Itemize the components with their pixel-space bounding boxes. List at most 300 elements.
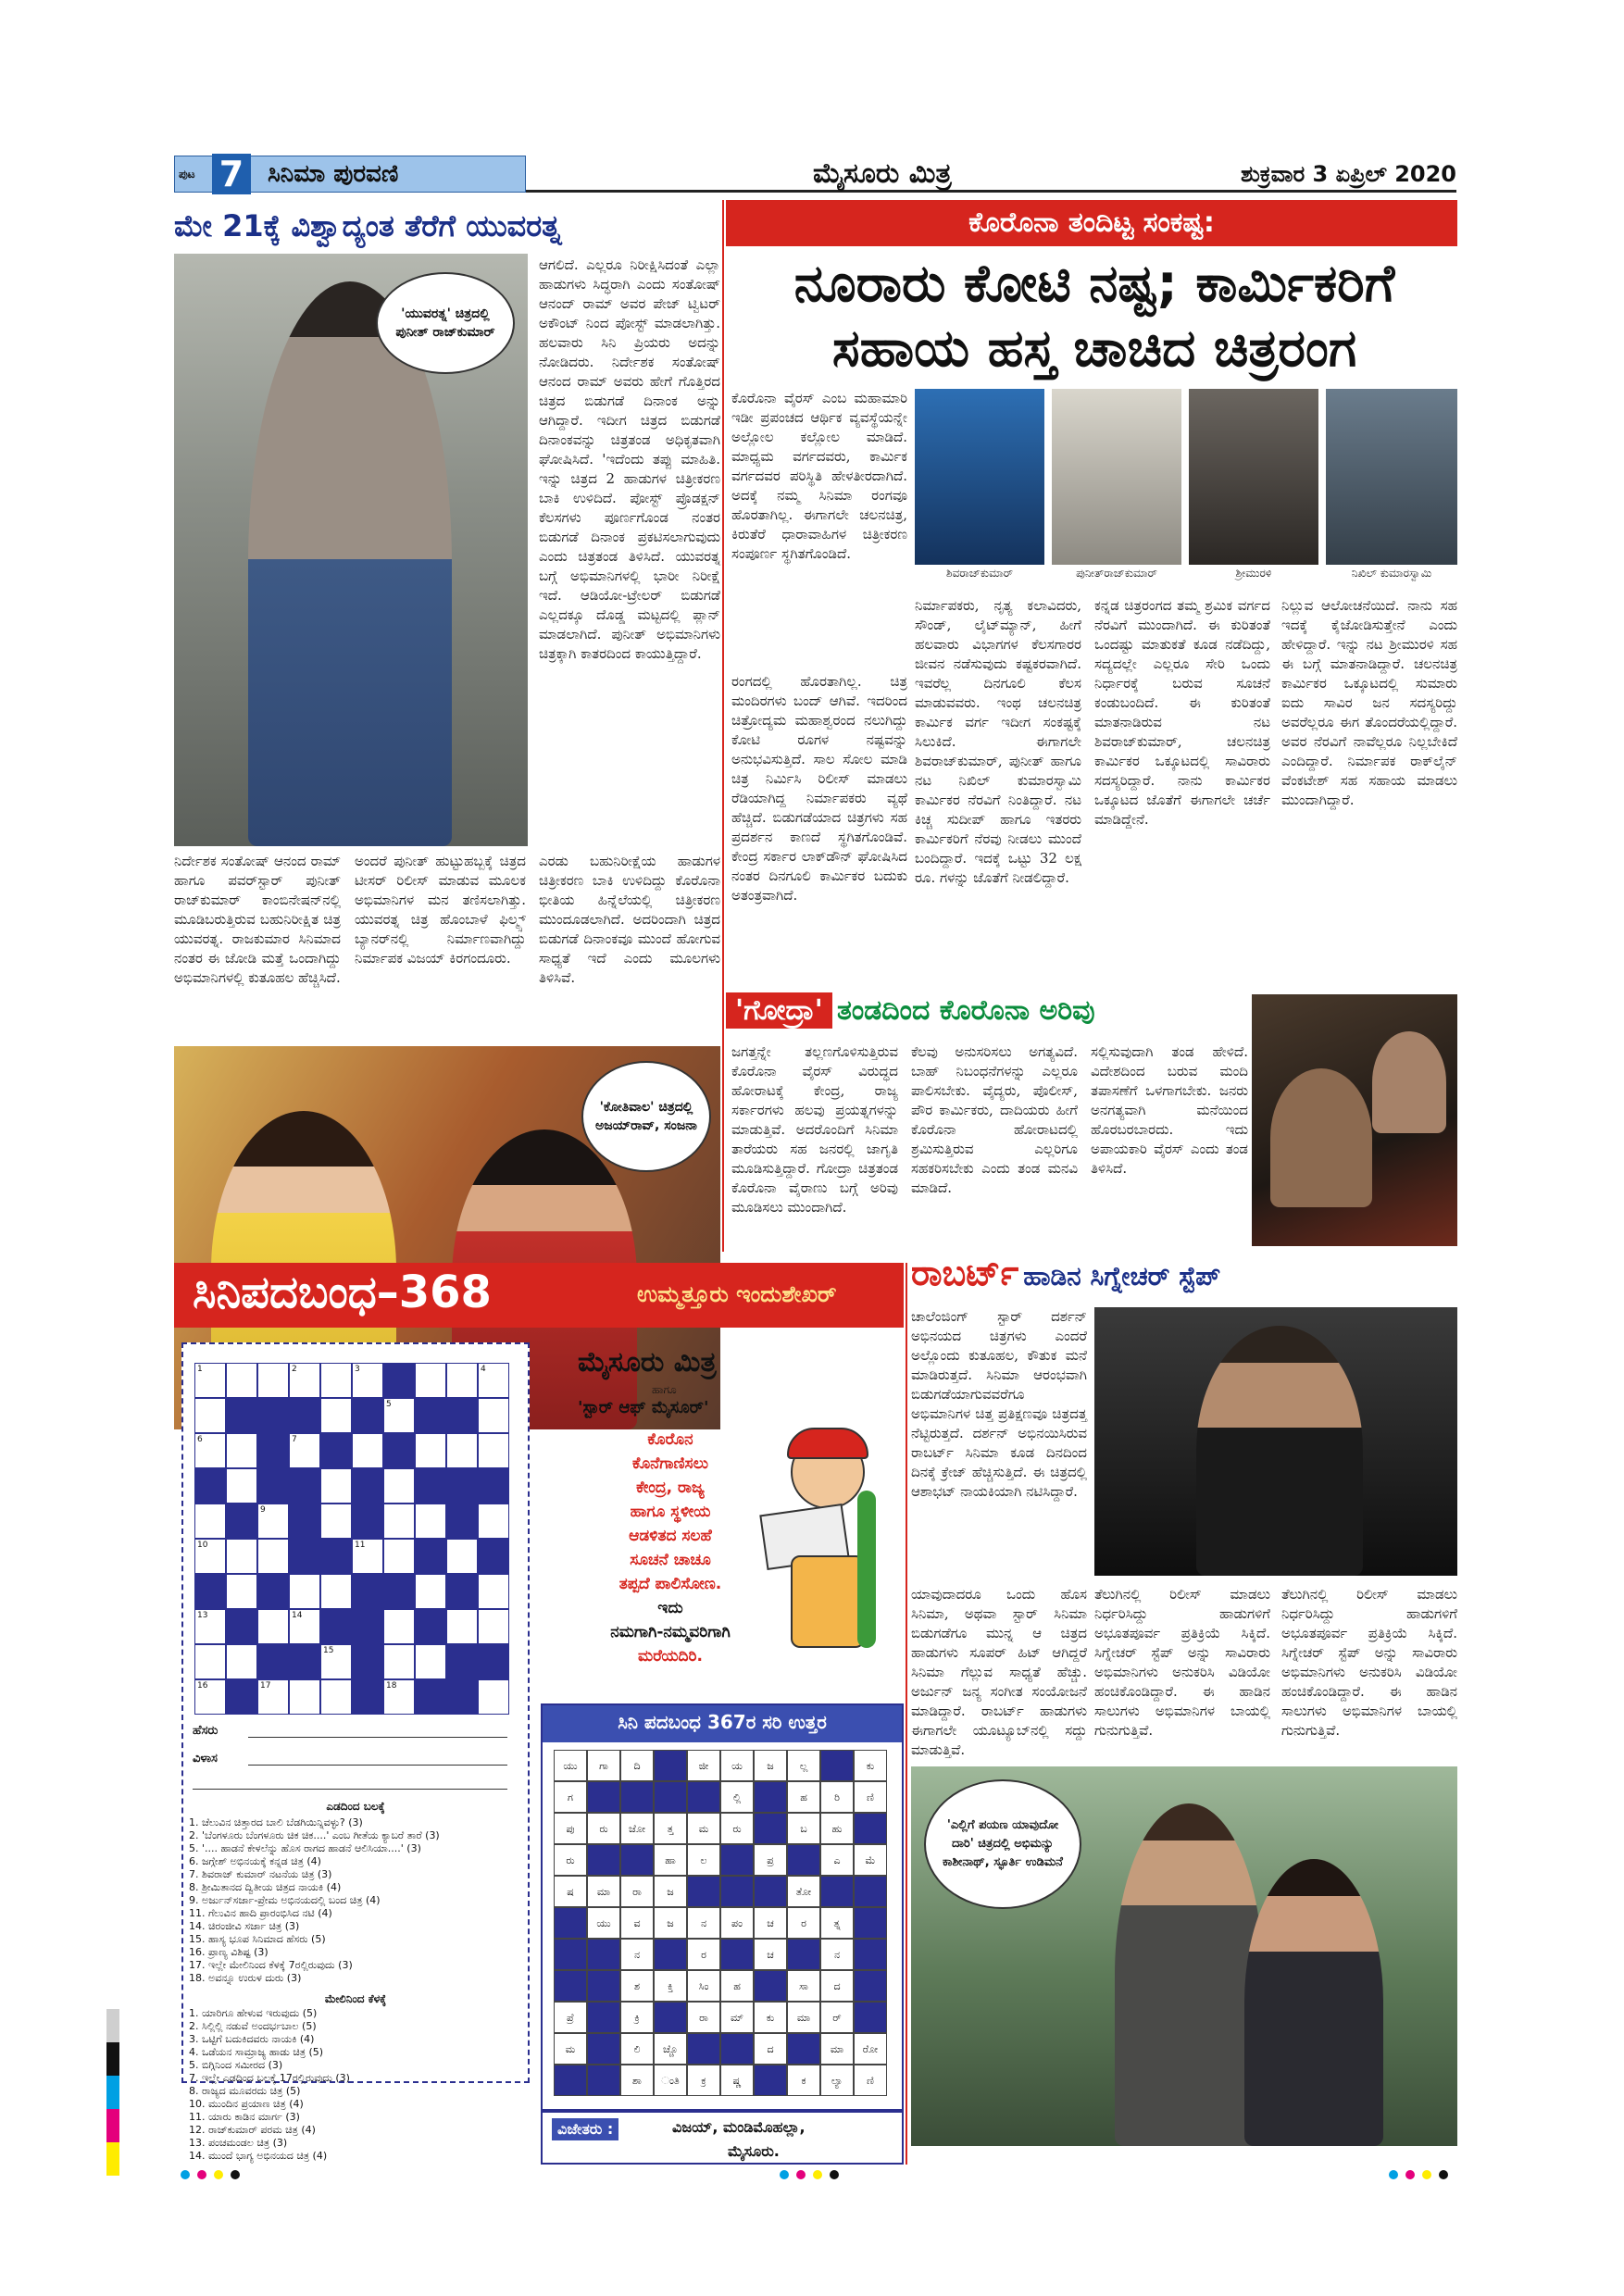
crossword-cell[interactable] (289, 1679, 320, 1715)
portrait-name-4: ನಿಖಿಲ್ ಕುಮಾರಸ್ವಾಮಿ (1351, 567, 1432, 580)
reg-dot-11 (1422, 2170, 1431, 2179)
solution-block (854, 1876, 887, 1907)
solution-cell: ನ (687, 1907, 720, 1939)
divider-vertical-2 (906, 1263, 907, 2165)
page-label: ಪುಟ (179, 168, 195, 181)
crossword-cell[interactable] (383, 1609, 415, 1644)
solution-cell: ಕ್ರಿ (620, 2002, 654, 2033)
solution-block (787, 1844, 820, 1876)
crossword-block (257, 1398, 289, 1433)
solution-cell: ಪಂ (720, 1907, 754, 1939)
crossword-cell[interactable] (320, 1574, 352, 1609)
crossword-block (320, 1609, 352, 1644)
robert-intro: ಚಾಲೆಂಜಿಂಗ್ ಸ್ಟಾರ್ ದರ್ಶನ್ ಅಭಿನಯದ ಚಿತ್ರಗಳು ಎಂದರೆ ಅಲ್ಲೊಂದು ಕುತೂಹಲ, ಕೌತುಕ ಮನೆ ಮಾಡಿರುತ್ತದೆ. ಸಿನಿಮಾ ಆರಂಭವಾಗಿ ಬಿಡುಗಡೆಯಾಗುವವರೆಗೂ ಅಭಿಮಾನಿಗಳ ಚಿತ್ತ ಪ್ರತಿಕ್ಷಣವೂ ಚಿತ್ರದತ್ತ ನೆಟ್ಟಿರುತ್ತದೆ. ದರ್ಶನ್ ಅಭಿನಯಿಸಿರುವ ರಾಬರ್ಟ್ ಸಿನಿಮಾ ಕೂಡ ದಿನದಿಂದ ದಿನಕ್ಕೆ ಕ್ರೇಜ್ ಹೆಚ್ಚಿಸುತ್ತಿದೆ. ಈ ಚಿತ್ರದಲ್ಲಿ ಆಶಾಭಟ್ ನಾಯಕಿಯಾಗಿ ನಟಿಸಿದ್ದಾರೆ. (911, 1308, 1087, 1500)
solution-block (720, 1876, 754, 1907)
crossword-block (289, 1468, 320, 1504)
solution-cell: ಮೆ (854, 1844, 887, 1876)
promo-box (541, 1342, 904, 1694)
crossword-block (383, 1433, 415, 1468)
corona-intro: ಕೊರೊನಾ ವೈರಸ್ ಎಂಬ ಮಹಾಮಾರಿ ಇಡೀ ಪ್ರಪಂಚದ ಆರ್ಥಿಕ ವ್ಯವಸ್ಥೆಯನ್ನೇ ಅಲ್ಲೋಲ ಕಲ್ಲೋಲ ಮಾಡಿದೆ. ಮಾಧ್ಯಮ ವರ್ಗದವರು, ಕಾರ್ಮಿಕ ವರ್ಗದವರ ಪರಿಸ್ಥಿತಿ ಹೇಳತೀರದಾಗಿದೆ. ಅದಕ್ಕೆ ನಮ್ಮ ಸಿನಿಮಾ ರಂಗವೂ ಹೊರತಾಗಿಲ್ಲ. ಈಗಾಗಲೇ ಚಲನಚಿತ್ರ, ಕಿರುತೆರೆ ಧಾರಾವಾಹಿಗಳ ಚಿತ್ರೀಕರಣ ಸಂಪೂರ್ಣ ಸ್ಥಗಿತಗೊಂಡಿದೆ. (731, 390, 907, 562)
crossword-cell[interactable] (320, 1468, 352, 1504)
solution-cell: ಲಿ (620, 2033, 654, 2065)
actor3-figure (1115, 1803, 1263, 2146)
crossword-cell[interactable] (320, 1679, 352, 1715)
across-clue: 7. ಶಿವರಾಜ್ ಕುಮಾರ್ ನಟನೆಯ ಚಿತ್ರ (3) (189, 1868, 332, 1880)
solution-block (754, 1781, 787, 1813)
solution-cell: ರು (554, 1844, 587, 1876)
solution-cell: ರು (720, 1813, 754, 1844)
address-line-2[interactable] (193, 1789, 507, 1790)
across-clue: 14. ಚಿರಂಜೀವಿ ಸರ್ಜಾ ಚಿತ್ರ (3) (189, 1920, 300, 1932)
crossword-cell[interactable] (478, 1609, 509, 1644)
corona-col-1: ರಂಗದಲ್ಲಿ ಹೊರತಾಗಿಲ್ಲ. ಚಿತ್ರ ಮಂದಿರಗಳು ಬಂದ್ ಆಗಿವೆ. ಇದರಿಂದ ಚಿತ್ರೋದ್ಯಮ ಮಹಾಶ್ವರಂದ ನಲುಗಿದ್ದು ಕೋಟಿ ರೂಗಳ ನಷ್ಟವನ್ನು ಅನುಭವಿಸುತ್ತಿದೆ. ಸಾಲ ಸೋಲ ಮಾಡಿ ಚಿತ್ರ ನಿರ್ಮಿಸಿ ರಿಲೀಸ್ ಮಾಡಲು ರೆಡಿಯಾಗಿದ್ದ ನಿರ್ಮಾಪಕರು ವ್ಯಥೆ ಹೆಚ್ಚಿದೆ. ಬಿಡುಗಡೆಯಾದ ಚಿತ್ರಗಳು ಸಹ ಪ್ರದರ್ಶನ ಕಾಣದೆ ಸ್ಥಗಿತಗೊಂಡಿವೆ. ಕೇಂದ್ರ ಸರ್ಕಾರ ಲಾಕ್‌ಡೌನ್ ಘೋಷಿಸಿದ ನಂತರ ದಿನಗೂಲಿ ಕಾರ್ಮಿಕರ ಬದುಕು ಅತಂತ್ರವಾಗಿದೆ. (731, 673, 907, 904)
solution-cell: ಣಿ (854, 2065, 887, 2096)
crossword-block (352, 1398, 383, 1433)
solution-cell: ಲ್ಲ (787, 1750, 820, 1781)
solution-cell: ಜ (654, 1876, 687, 1907)
corona-col-4: ನಿಲ್ಲುವ ಆಲೋಚನೆಯಿದೆ. ನಾನು ಸಹ ಇದಕ್ಕೆ ಕೈಜೋಡಿಸುತ್ತೇನೆ ಎಂದು ಹೇಳಿದ್ದಾರೆ. ಇನ್ನು ನಟ ಶ್ರೀಮುರಳಿ ಸಹ ಈ ಬಗ್ಗೆ ಮಾತನಾಡಿದ್ದಾರೆ. ಚಲನಚಿತ್ರ ಕಾರ್ಮಿಕರ ಒಕ್ಕೂಟದಲ್ಲಿ ಸುಮಾರು ಐದು ಸಾವಿರ ಜನ ಸದಸ್ಯರಿದ್ದು ಅವರೆಲ್ಲರೂ ಈಗ ತೊಂದರೆಯಲ್ಲಿದ್ದಾರೆ. ಅವರ ನೆರವಿಗೆ ನಾವೆಲ್ಲರೂ ನಿಲ್ಲಬೇಕಿದೆ ಎಂದಿದ್ದಾರೆ. ನಿರ್ಮಾಪಕ ರಾಕ್‌ಲೈನ್ ವೆಂಕಟೇಶ್ ಸಹ ಸಹಾಯ ಮಾಡಲು ಮುಂದಾಗಿದ್ದಾರೆ. (1281, 597, 1457, 808)
crossword-cell[interactable] (194, 1504, 226, 1539)
solution-cell: ರು (587, 1813, 620, 1844)
page-number: 7 (212, 154, 251, 194)
solution-cell: ಹಾ (654, 1844, 687, 1876)
solution-cell: ಗಾ (587, 1750, 620, 1781)
crossword-block (415, 1398, 446, 1433)
reg-dot-10 (1405, 2170, 1415, 2179)
crossword-cell[interactable]: 17 (257, 1679, 289, 1715)
crossword-cell[interactable] (320, 1504, 352, 1539)
solution-block (587, 2065, 620, 2096)
solution-block (554, 2065, 587, 2096)
across-list (189, 1816, 524, 1985)
elllige-caption: 'ಎಲ್ಲಿಗೆ ಪಯಣ ಯಾವುದೋ ದಾರಿ' ಚಿತ್ರದಲ್ಲಿ ಅಭಿಮನ್ಯು ಕಾಶೀನಾಥ್, ಸ್ಫೂರ್ತಿ ಉಡಿಮನೆ (924, 1779, 1081, 1909)
solution-block (720, 1939, 754, 1970)
crossword-block (478, 1468, 509, 1504)
crossword-block (415, 1539, 446, 1574)
crossword-cell[interactable]: 16 (194, 1679, 226, 1715)
portrait-1 (915, 389, 1044, 565)
crossword-cell[interactable] (226, 1539, 257, 1574)
across-clue: 8. ಶ್ರೀಮಿತಾನದ ದ್ವಿತೀಯ ಚಿತ್ರದ ನಾಯಕಿ (4) (189, 1881, 342, 1893)
across-clue: 16. ಪ್ರಾಣ್ಯ ವಿಶಿಷ್ಟ (3) (189, 1946, 269, 1958)
solution-grid (554, 1750, 889, 2120)
crossword-cell[interactable]: 4 (478, 1363, 509, 1398)
solution-cell: ಸಾ (787, 1970, 820, 2002)
crossword-block (383, 1574, 415, 1609)
godhra-poster (1252, 994, 1457, 1246)
down-clue: 7. ಇಲ್ಲೇ ಎಡದಿಂದ ಬಲಕ್ಕೆ 17ರಲ್ಲಿರುವುದು (3) (189, 2072, 350, 2084)
solution-block (854, 1970, 887, 2002)
solution-cell: ಕು (854, 1750, 887, 1781)
promo-line: ಮರೆಯದಿರಿ. (638, 1647, 703, 1666)
solution-cell: ಪ್ರೆ (554, 2002, 587, 2033)
promo-line: ನಮಗಾಗಿ-ನಮ್ಮವರಿಗಾಗಿ (610, 1623, 731, 1641)
solution-block (687, 2033, 720, 2065)
down-clue: 3. ಒಟ್ಟಿಗೆ ಬದುಕಿದವರು ನಾಯಕಿ (4) (189, 2033, 315, 2045)
address-line[interactable] (248, 1765, 507, 1766)
across-clue: 11. ಗೆಲುವಿನ ಹಾದಿ ಪ್ರಾರಂಭಿಸಿದ ನಟಿ (4) (189, 1907, 332, 1919)
crossword-block (226, 1679, 257, 1715)
puneeth-caption: 'ಯುವರತ್ನ' ಚಿತ್ರದಲ್ಲಿ ಪುನೀತ್ ರಾಜ್‌ಕುಮಾರ್ (376, 272, 515, 374)
across-clue: 18. ಅವನ್ನೂ ಉರುಳ ದುರು (3) (189, 1972, 302, 1984)
puneeth-photo (174, 254, 528, 846)
solution-cell: ಷ್ಣ (720, 2065, 754, 2096)
solution-cell: ರ್ (820, 2002, 854, 2033)
promo-partner: 'ಸ್ಟಾರ್ ಆಫ್ ಮೈಸೂರ್' (578, 1398, 709, 1417)
across-clue: 5. '.... ಹಾಡನೆ ಕೇಳಲೆನ್ನು ಹೊಸ ರಾಗದ ಹಾಡನೆ ಆಲಿಸಿಯಾ....' (3) (189, 1842, 421, 1854)
crossword-cell[interactable]: 5 (383, 1398, 415, 1433)
solution-cell: ರಾ (687, 2002, 720, 2033)
actress3-figure (1244, 1859, 1383, 2146)
crossword-cell[interactable] (320, 1398, 352, 1433)
solution-cell: ದ (820, 1970, 854, 2002)
godhra-subtitle: ತಂಡದಿಂದ ಕೊರೊನಾ ಅರಿವು (836, 994, 1095, 1027)
reg-dot-9 (1389, 2170, 1398, 2179)
page-header (174, 156, 1456, 193)
kothiwala-caption: 'ಕೋತಿವಾಲ' ಚಿತ್ರದಲ್ಲಿ ಅಜಯ್‌ರಾವ್, ಸಂಜನಾ (581, 1061, 711, 1172)
crossword-cell[interactable] (226, 1644, 257, 1679)
across-clue: 9. ಅರ್ಜುನ್‌ಸರ್ಜಾ-ಪ್ರೇಮ ಅಭಿನಯದಲ್ಲಿ ಬಂದ ಚಿತ್ರ (4) (189, 1894, 381, 1906)
down-clue: 5. ಬಿಗ್ಗಿನಿಂದ ಸಮೀರದ (3) (189, 2059, 283, 2071)
solution-cell: ಯು (554, 1750, 587, 1781)
crossword-cell[interactable] (226, 1363, 257, 1398)
promo-line: ಹಾಗೂ ಸ್ಥಳೀಯ (630, 1503, 711, 1521)
reg-dot-5 (780, 2170, 789, 2179)
crossword-frame (181, 1342, 530, 2162)
solution-cell: ಪು (554, 1813, 587, 1844)
crossword-block (289, 1398, 320, 1433)
puzzle-author: ಉಮ್ಮತ್ತೂರು ಇಂದುಶೇಖರ್ (637, 1281, 837, 1307)
crossword-block (415, 1609, 446, 1644)
crossword-block (352, 1574, 383, 1609)
crossword-block (352, 1609, 383, 1644)
crossword-cell[interactable] (478, 1679, 509, 1715)
godhra-col-3: ಸಲ್ಲಿಸುವುದಾಗಿ ತಂಡ ಹೇಳಿದೆ. ವಿದೇಶದಿಂದ ಬರುವ ಮಂದಿ ತಪಾಸಣೆಗೆ ಒಳಗಾಗಬೇಕು. ಜನರು ಅನಗತ್ಯವಾಗಿ ಮನೆಯಿಂದ ಹೊರಬರಬಾರದು. ಇದು ಅಪಾಯಕಾರಿ ವೈರಸ್ ಎಂದು ತಂಡ ತಿಳಿಸಿದೆ. (1091, 1043, 1248, 1177)
crossword-block (352, 1644, 383, 1679)
divider-vertical (722, 200, 724, 1252)
solution-block (687, 1876, 720, 1907)
down-clue: 11. ಯಾರು ಕಾಡಿನ ಮಾರ್ಗ (3) (189, 2111, 300, 2123)
solution-block (654, 1939, 687, 1970)
crossword-cell[interactable] (226, 1468, 257, 1504)
solution-cell: ಶಾ (620, 2065, 654, 2096)
crossword-cell[interactable] (478, 1574, 509, 1609)
portrait-name-1: ಶಿವರಾಜ್‌ಕುಮಾರ್ (946, 567, 1013, 580)
down-clue: 13. ಪಂಚಮಂಡಲ ಚಿತ್ರ (3) (189, 2137, 288, 2149)
mascot-illustration (754, 1435, 893, 1648)
crossword-cell[interactable] (478, 1433, 509, 1468)
across-clue: 17. ಇಲ್ಲೇ ಮೇಲಿನಿಂದ ಕೆಳಕ್ಕೆ 7ರಲ್ಲಿರುವುದು (3) (189, 1959, 353, 1971)
crossword-cell[interactable]: 13 (194, 1609, 226, 1644)
portrait-3 (1189, 389, 1318, 565)
solution-block (754, 2065, 787, 2096)
solution-cell: ದಿ (620, 1750, 654, 1781)
crossword-cell[interactable] (415, 1504, 446, 1539)
crossword-block (478, 1644, 509, 1679)
crossword-cell[interactable] (415, 1644, 446, 1679)
crossword-block (352, 1468, 383, 1504)
promo-line: ಇದು (657, 1599, 683, 1617)
crossword-cell[interactable] (320, 1363, 352, 1398)
solution-block (654, 1781, 687, 1813)
crossword-cell[interactable] (383, 1644, 415, 1679)
crossword-cell[interactable]: 6 (194, 1433, 226, 1468)
reg-dot-3 (214, 2170, 223, 2179)
promo-line: ಕೇಂದ್ರ, ರಾಜ್ಯ (636, 1479, 705, 1497)
crossword-cell[interactable] (383, 1539, 415, 1574)
portrait-name-3: ಶ್ರೀಮುರಳಿ (1235, 567, 1272, 580)
reg-dot-2 (197, 2170, 206, 2179)
solution-cell: ಲ್ಲಿ (720, 1781, 754, 1813)
promo-brand: ಮೈಸೂರು ಮಿತ್ರ (578, 1346, 717, 1379)
crossword-cell[interactable] (383, 1468, 415, 1504)
solution-cell: ಚ (754, 1907, 787, 1939)
solution-cell: ಪ್ರ (754, 1844, 787, 1876)
across-clue: 1. ಚೆಲುವಿನ ಚಿತ್ತಾರದ ಬಾಲಿ ಬೆಡಗಿಯಿನ್ನಿವಳ್ಳು? (3) (189, 1816, 363, 1828)
mascot-body (791, 1555, 865, 1648)
reg-dot-7 (813, 2170, 822, 2179)
yuvarathna-headline: ಮೇ 21ಕ್ಕೆ ವಿಶ್ವಾದ್ಯಂತ ತೆರೆಗೆ ಯುವರತ್ನ (174, 208, 562, 243)
solution-block (720, 1844, 754, 1876)
solution-cell: ಂತಿ (654, 2065, 687, 2096)
solution-cell: ಹು (820, 1813, 854, 1844)
mascot-turban (787, 1428, 868, 1459)
solution-cell: ಶ (620, 1970, 654, 2002)
crossword-block (352, 1679, 383, 1715)
snake-icon (857, 1491, 876, 1648)
winner-label: ವಿಜೇತರು : (552, 2118, 618, 2140)
promo-line: ಆಡಳಿತದ ಸಲಹೆ (629, 1527, 712, 1545)
puzzle-title-bar (174, 1263, 904, 1328)
crossword-block (289, 1504, 320, 1539)
solution-cell: ಮಾ (587, 1876, 620, 1907)
solution-cell: ಮಾ (820, 2033, 854, 2065)
portrait-4 (1326, 389, 1457, 565)
crossword-cell[interactable] (194, 1398, 226, 1433)
solution-block (620, 1781, 654, 1813)
crossword-cell[interactable]: 9 (257, 1504, 289, 1539)
reg-dot-6 (796, 2170, 806, 2179)
crossword-cell[interactable]: 15 (320, 1644, 352, 1679)
crossword-cell[interactable] (257, 1609, 289, 1644)
crossword-block (226, 1504, 257, 1539)
promo-line: ಕೊನೆಗಾಣಿಸಲು (632, 1454, 708, 1473)
solution-cell: ರ (787, 1907, 820, 1939)
down-clue: 1. ಯಾರಿಗೂ ಹೇಳುವ ಇರುವುದು (5) (189, 2007, 318, 2019)
darshan-figure (1196, 1326, 1363, 1576)
robert-subtitle: ಹಾಡಿನ ಸಿಗ್ನೇಚರ್ ಸ್ಟೆಪ್ (1023, 1261, 1221, 1292)
reg-dot-8 (830, 2170, 839, 2179)
winner-name: ವಿಜಯ್, ಮಂಡಿಮೊಹಲ್ಲಾ, (672, 2118, 806, 2136)
down-clue: 2. ಸಿಲ್ಲಿಲ್ಲಿ ನಡುವೆ ಅಂದರ್ಭಬಾಲ (5) (189, 2020, 317, 2032)
crossword-cell[interactable]: 1 (194, 1363, 226, 1398)
across-title: ಎಡದಿಂದ ಬಲಕ್ಕೆ (326, 1800, 385, 1813)
solution-block (587, 1939, 620, 1970)
crossword-cell[interactable]: 10 (194, 1539, 226, 1574)
address-label: ವಿಳಾಸ (193, 1752, 218, 1766)
solution-cell: ಜ (654, 1907, 687, 1939)
crossword-grid (194, 1363, 511, 1715)
yuvarathna-column-b: ಅಂದರೆ ಪುನೀತ್ ಹುಟ್ಟುಹಬ್ಬಕ್ಕೆ ಚಿತ್ರದ ಟೀಸರ್ ರಿಲೀಸ್ ಮಾಡುವ ಮೂಲಕ ಅಭಿಮಾನಿಗಳ ಮನ ತಣಿಸಲಾಗಿತ್ತು. ಯುವರತ್ನ ಚಿತ್ರ ಹೊಂಬಾಳೆ ಫಿಲ್ಮ್ಸ್ ಬ್ಯಾನರ್‌ನಲ್ಲಿ ನಿರ್ಮಾಣವಾಗಿದ್ದು ನಿರ್ಮಾಪಕ ವಿಜಯ್ ಕಿರಗಂದೂರು. (355, 853, 526, 967)
corona-headline-1: ನೂರಾರು ಕೋಟಿ ನಷ್ಟ; ಕಾರ್ಮಿಕರಿಗೆ (793, 254, 1395, 314)
section-title: ಸಿನಿಮಾ ಪುರವಣಿ (268, 160, 399, 188)
promo-and: ಹಾಗೂ (652, 1383, 677, 1396)
solution-block (787, 2033, 820, 2065)
promo-lines (559, 1428, 781, 1668)
solution-cell: ರ (687, 1939, 720, 1970)
promo-line: ಕೊರೊನ (647, 1430, 693, 1449)
solution-cell: ಮ (687, 1813, 720, 1844)
registration-strip (106, 2009, 119, 2176)
solution-cell: ತ್ತ (654, 1813, 687, 1844)
down-list (189, 2007, 524, 2162)
crossword-block (226, 1609, 257, 1644)
across-clue: 15. ಹಾಸ್ಯ ಭೂಪ ಸಿನಿಮಾದ ಹೆಸರು (5) (189, 1933, 326, 1945)
solution-cell: ವ (620, 1907, 654, 1939)
crossword-block (446, 1504, 478, 1539)
crossword-cell[interactable] (446, 1363, 478, 1398)
solution-cell: ಚ (754, 1939, 787, 1970)
robert-col-2: ತೆಲುಗಿನಲ್ಲಿ ರಿಲೀಸ್ ಮಾಡಲು ನಿರ್ಧರಿಸಿದ್ದು ಹಾಡುಗಳಿಗೆ ಅಭೂತಪೂರ್ವ ಪ್ರತಿಕ್ರಿಯೆ ಸಿಕ್ಕಿದೆ. ಸಿಗ್ನೇಚರ್ ಸ್ಟೆಪ್ ಅನ್ನು ಸಾವಿರಾರು ಅಭಿಮಾನಿಗಳು ಅನುಕರಿಸಿ ವಿಡಿಯೋ ಹಂಚಿಕೊಂಡಿದ್ದಾರೆ. ಈ ಹಾಡಿನ ಸಾಲುಗಳು ಅಭಿಮಾನಿಗಳ ಬಾಯಲ್ಲಿ ಗುನುಗುತ್ತಿವೆ. (1094, 1586, 1270, 1739)
issue-date: ಶುಕ್ರವಾರ 3 ಏಪ್ರಿಲ್ 2020 (1241, 161, 1456, 187)
crossword-block (383, 1363, 415, 1398)
godhra-col-1: ಜಗತ್ತನ್ನೇ ತಲ್ಲಣಗೊಳಿಸುತ್ತಿರುವ ಕೊರೊನಾ ವೈರಸ್ ವಿರುದ್ಧದ ಹೋರಾಟಕ್ಕೆ ಕೇಂದ್ರ, ರಾಜ್ಯ ಸರ್ಕಾರಗಳು ಹಲವು ಪ್ರಯತ್ನಗಳನ್ನು ಮಾಡುತ್ತಿವೆ. ಅದರೊಂದಿಗೆ ಸಿನಿಮಾ ತಾರೆಯರು ಸಹ ಜನರಲ್ಲಿ ಜಾಗೃತಿ ಮೂಡಿಸುತ್ತಿದ್ದಾರೆ. ಗೋದ್ರಾ ಚಿತ್ರತಂಡ ಕೊರೊನಾ ವೈರಾಣು ಬಗ್ಗೆ ಅರಿವು ಮೂಡಿಸಲು ಮುಂದಾಗಿದೆ. (731, 1043, 898, 1216)
solution-cell: ರಾ (620, 1876, 654, 1907)
crossword-cell[interactable] (446, 1433, 478, 1468)
robert-col-1: ಯಾವುದಾದರೂ ಒಂದು ಹೊಸ ಸಿನಿಮಾ, ಅಥವಾ ಸ್ಟಾರ್ ಸಿನಿಮಾ ಬಿಡುಗಡೆಗೂ ಮುನ್ನ ಆ ಚಿತ್ರದ ಹಾಡುಗಳು ಸೂಪರ್ ಹಿಟ್ ಆಗಿದ್ದರೆ ಸಿನಿಮಾ ಗೆಲ್ಲುವ ಸಾಧ್ಯತೆ ಹೆಚ್ಚು. ಅರ್ಜುನ್ ಜನ್ಯ ಸಂಗೀತ ಸಂಯೋಜನೆ ಮಾಡಿದ್ದಾರೆ. ರಾಬರ್ಟ್ ಹಾಡುಗಳು ಈಗಾಗಲೇ ಯೂಟ್ಯೂಬ್‌ನಲ್ಲಿ ಸದ್ದು ಮಾಡುತ್ತಿವೆ. (911, 1586, 1087, 1758)
crossword-cell[interactable] (478, 1398, 509, 1433)
crossword-block (446, 1398, 478, 1433)
crossword-cell[interactable] (257, 1363, 289, 1398)
solution-block (554, 1907, 587, 1939)
solution-cell: ಯು (587, 1907, 620, 1939)
crossword-cell[interactable]: 11 (352, 1539, 383, 1574)
crossword-block (446, 1468, 478, 1504)
crossword-cell[interactable] (383, 1504, 415, 1539)
crossword-cell[interactable] (352, 1433, 383, 1468)
down-title: ಮೇಲಿನಿಂದ ಕೆಳಕ್ಕೆ (324, 1992, 387, 2005)
crossword-cell[interactable] (415, 1363, 446, 1398)
crossword-cell[interactable] (257, 1539, 289, 1574)
crossword-cell[interactable] (226, 1574, 257, 1609)
portrait-2 (1052, 389, 1181, 565)
masthead: ಮೈಸೂರು ಮಿತ್ರ (813, 157, 952, 190)
crossword-block (446, 1679, 478, 1715)
solution-cell: ಷ (554, 1876, 587, 1907)
solution-cell: ಜ (754, 1750, 787, 1781)
portrait-name-2: ಪುನೀತ್‌ರಾಜ್‌ಕುಮಾರ್ (1076, 567, 1157, 580)
solution-block (654, 2002, 687, 2033)
solution-cell: ಣಿ (854, 1781, 887, 1813)
crossword-block (226, 1398, 257, 1433)
crossword-cell[interactable] (194, 1644, 226, 1679)
corona-col-2: ನಿರ್ಮಾಪಕರು, ನೃತ್ಯ ಕಲಾವಿದರು, ಸೌಂಡ್, ಲೈಟ್‌ಮ್ಯಾನ್, ಹೀಗೆ ಹಲವಾರು ವಿಭಾಗಗಳ ಕೆಲಸಗಾರರ ಜೀವನ ನಡೆಸುವುದು ಕಷ್ಟಕರವಾಗಿದೆ. ಇವರೆಲ್ಲ ದಿನಗೂಲಿ ಕೆಲಸ ಮಾಡುವವರು. ಇಂಥ ಚಲನಚಿತ್ರ ಕಾರ್ಮಿಕ ವರ್ಗ ಇದೀಗ ಸಂಕಷ್ಟಕ್ಕೆ ಸಿಲುಕಿದೆ. ಈಗಾಗಲೇ ಶಿವರಾಜ್‌ಕುಮಾರ್, ಪುನೀತ್ ಹಾಗೂ ನಟ ನಿಖಿಲ್ ಕುಮಾರಸ್ವಾಮಿ ಕಾರ್ಮಿಕರ ನೆರವಿಗೆ ನಿಂತಿದ್ದಾರೆ. ನಟ ಕಿಚ್ಚ ಸುದೀಪ್ ಹಾಗೂ ಇತರರು ಕಾರ್ಮಿಕರಿಗೆ ನೆರವು ನೀಡಲು ಮುಂದೆ ಬಂದಿದ್ದಾರೆ. ಇದಕ್ಕೆ ಒಟ್ಟು 32 ಲಕ್ಷ ರೂ. ಗಳನ್ನು ಜೊತೆಗೆ ನೀಡಲಿದ್ದಾರೆ. (915, 597, 1081, 886)
down-clue: 8. ರಾಜ್ಯದ ಮೂವರದು ಚಿತ್ರ (5) (189, 2085, 301, 2097)
crossword-block (257, 1644, 289, 1679)
crossword-cell[interactable] (415, 1574, 446, 1609)
solution-block (587, 1781, 620, 1813)
crossword-block (194, 1574, 226, 1609)
corona-kicker-bar (726, 200, 1457, 246)
crossword-block (415, 1679, 446, 1715)
crossword-cell[interactable]: 18 (383, 1679, 415, 1715)
solution-block (587, 2033, 620, 2065)
solution-cell: ಲ (687, 1844, 720, 1876)
crossword-cell[interactable] (226, 1433, 257, 1468)
solution-cell: ತೋ (787, 1876, 820, 1907)
godhra-col-2: ಕೆಲವು ಅನುಸರಿಸಲು ಅಗತ್ಯವಿದೆ. ಬಾಹ್ ನಿಬಂಧನೆಗಳನ್ನು ಎಲ್ಲರೂ ಪಾಲಿಸಬೇಕು. ವೈದ್ಯರು, ಪೊಲೀಸ್, ಪೌರ ಕಾರ್ಮಿಕರು, ದಾದಿಯರು ಹೀಗೆ ಕೊರೊನಾ ಹೋರಾಟದಲ್ಲಿ ಶ್ರಮಿಸುತ್ತಿರುವ ಎಲ್ಲರಿಗೂ ಸಹಕರಿಸಬೇಕು ಎಂದು ತಂಡ ಮನವಿ ಮಾಡಿದೆ. (911, 1043, 1078, 1196)
promo-line: ಸೂಚನೆ ಚಾಚೂ (630, 1551, 711, 1569)
solution-block (754, 1970, 787, 2002)
name-line[interactable] (248, 1737, 507, 1738)
corona-headline-2: ಸಹಾಯ ಹಸ್ತ ಚಾಚಿದ ಚಿತ್ರರಂಗ (831, 318, 1357, 379)
crossword-block (446, 1574, 478, 1609)
solution-box (541, 1703, 904, 2111)
godhra-title: 'ಗೋದ್ರಾ' (726, 992, 832, 1029)
down-clue: 4. ಒಡೆಯನ ಸಾಮ್ರಾಜ್ಯ ಹಾಡು ಚಿತ್ರ (5) (189, 2046, 324, 2058)
poster-face-2 (1372, 1031, 1446, 1133)
name-label: ಹೆಸರು (193, 1724, 219, 1738)
page-tab (174, 156, 526, 193)
crossword-cell[interactable] (478, 1504, 509, 1539)
solution-block (687, 1781, 720, 1813)
solution-block (754, 1813, 787, 1844)
solution-block (854, 1907, 887, 1939)
crossword-block (352, 1504, 383, 1539)
solution-cell: ಬ (787, 1813, 820, 1844)
solution-cell: ದ (754, 2033, 787, 2065)
puzzle-title: ಸಿನಿಪದಬಂಧ–368 (193, 1267, 492, 1318)
solution-block (587, 1970, 620, 2002)
solution-cell: ಕ್ರ (687, 2065, 720, 2096)
promo-line: ತಪ್ಪದೆ ಪಾಲಿಸೋಣ. (618, 1575, 722, 1593)
solution-cell: ತ್ನ (820, 1907, 854, 1939)
solution-title-bar (543, 1705, 902, 1742)
solution-cell: ಗ (554, 1781, 587, 1813)
solution-cell: ಕ್ತಿ (654, 1970, 687, 2002)
crossword-block (257, 1468, 289, 1504)
corona-col-3: ಕನ್ನಡ ಚಿತ್ರರಂಗದ ತಮ್ಮ ಶ್ರಮಿಕ ವರ್ಗದ ನೆರವಿಗೆ ಮುಂದಾಗಿದೆ. ಈ ಕುರಿತಂತೆ ಒಂದಷ್ಟು ಮಾತುಕತೆ ಕೂಡ ನಡೆದಿದ್ದು, ಸದ್ಯದಲ್ಲೇ ಎಲ್ಲರೂ ಸೇರಿ ಒಂದು ನಿರ್ಧಾರಕ್ಕೆ ಬರುವ ಸೂಚನೆ ಕಂಡುಬಂದಿದೆ. ಈ ಕುರಿತಂತೆ ಮಾತನಾಡಿರುವ ನಟ ಶಿವರಾಜ್‌ಕುಮಾರ್, ಚಲನಚಿತ್ರ ಕಾರ್ಮಿಕರ ಒಕ್ಕೂಟದಲ್ಲಿ ಸಾವಿರಾರು ಸದಸ್ಯರಿದ್ದಾರೆ. ನಾನು ಕಾರ್ಮಿಕರ ಒಕ್ಕೂಟದ ಜೊತೆಗೆ ಈಗಾಗಲೇ ಚರ್ಚೆ ಮಾಡಿದ್ದೇನೆ. (1094, 597, 1270, 828)
reg-dot-12 (1439, 2170, 1448, 2179)
solution-cell: ಹ (720, 1970, 754, 2002)
solution-block (787, 1939, 820, 1970)
crossword-cell[interactable]: 3 (352, 1363, 383, 1398)
crossword-block (257, 1433, 289, 1468)
winner-city: ಮೈಸೂರು. (728, 2142, 780, 2160)
solution-cell: ನ (620, 1939, 654, 1970)
solution-block (554, 1939, 587, 1970)
crossword-cell[interactable]: 2 (289, 1363, 320, 1398)
crossword-cell[interactable] (289, 1574, 320, 1609)
solution-cell: ಕು (754, 2002, 787, 2033)
solution-block (720, 2033, 754, 2065)
crossword-cell[interactable]: 7 (289, 1433, 320, 1468)
solution-cell: ನ (820, 1939, 854, 1970)
winner-box (541, 2111, 904, 2165)
solution-block (754, 1876, 787, 1907)
crossword-cell[interactable] (446, 1609, 478, 1644)
crossword-cell[interactable] (415, 1433, 446, 1468)
solution-block (620, 1844, 654, 1876)
crossword-cell[interactable] (446, 1539, 478, 1574)
crossword-cell[interactable]: 14 (289, 1609, 320, 1644)
solution-cell: ಮ (554, 2033, 587, 2065)
solution-cell: ರೋ (854, 2033, 887, 2065)
down-clue: 14. ಮುಂದೆ ಭಾಗ್ಯ ಅಭಿನಯದ ಚಿತ್ರ (4) (189, 2150, 328, 2162)
reg-dot-4 (231, 2170, 240, 2179)
reg-dot-1 (181, 2170, 190, 2179)
solution-block (820, 1876, 854, 1907)
